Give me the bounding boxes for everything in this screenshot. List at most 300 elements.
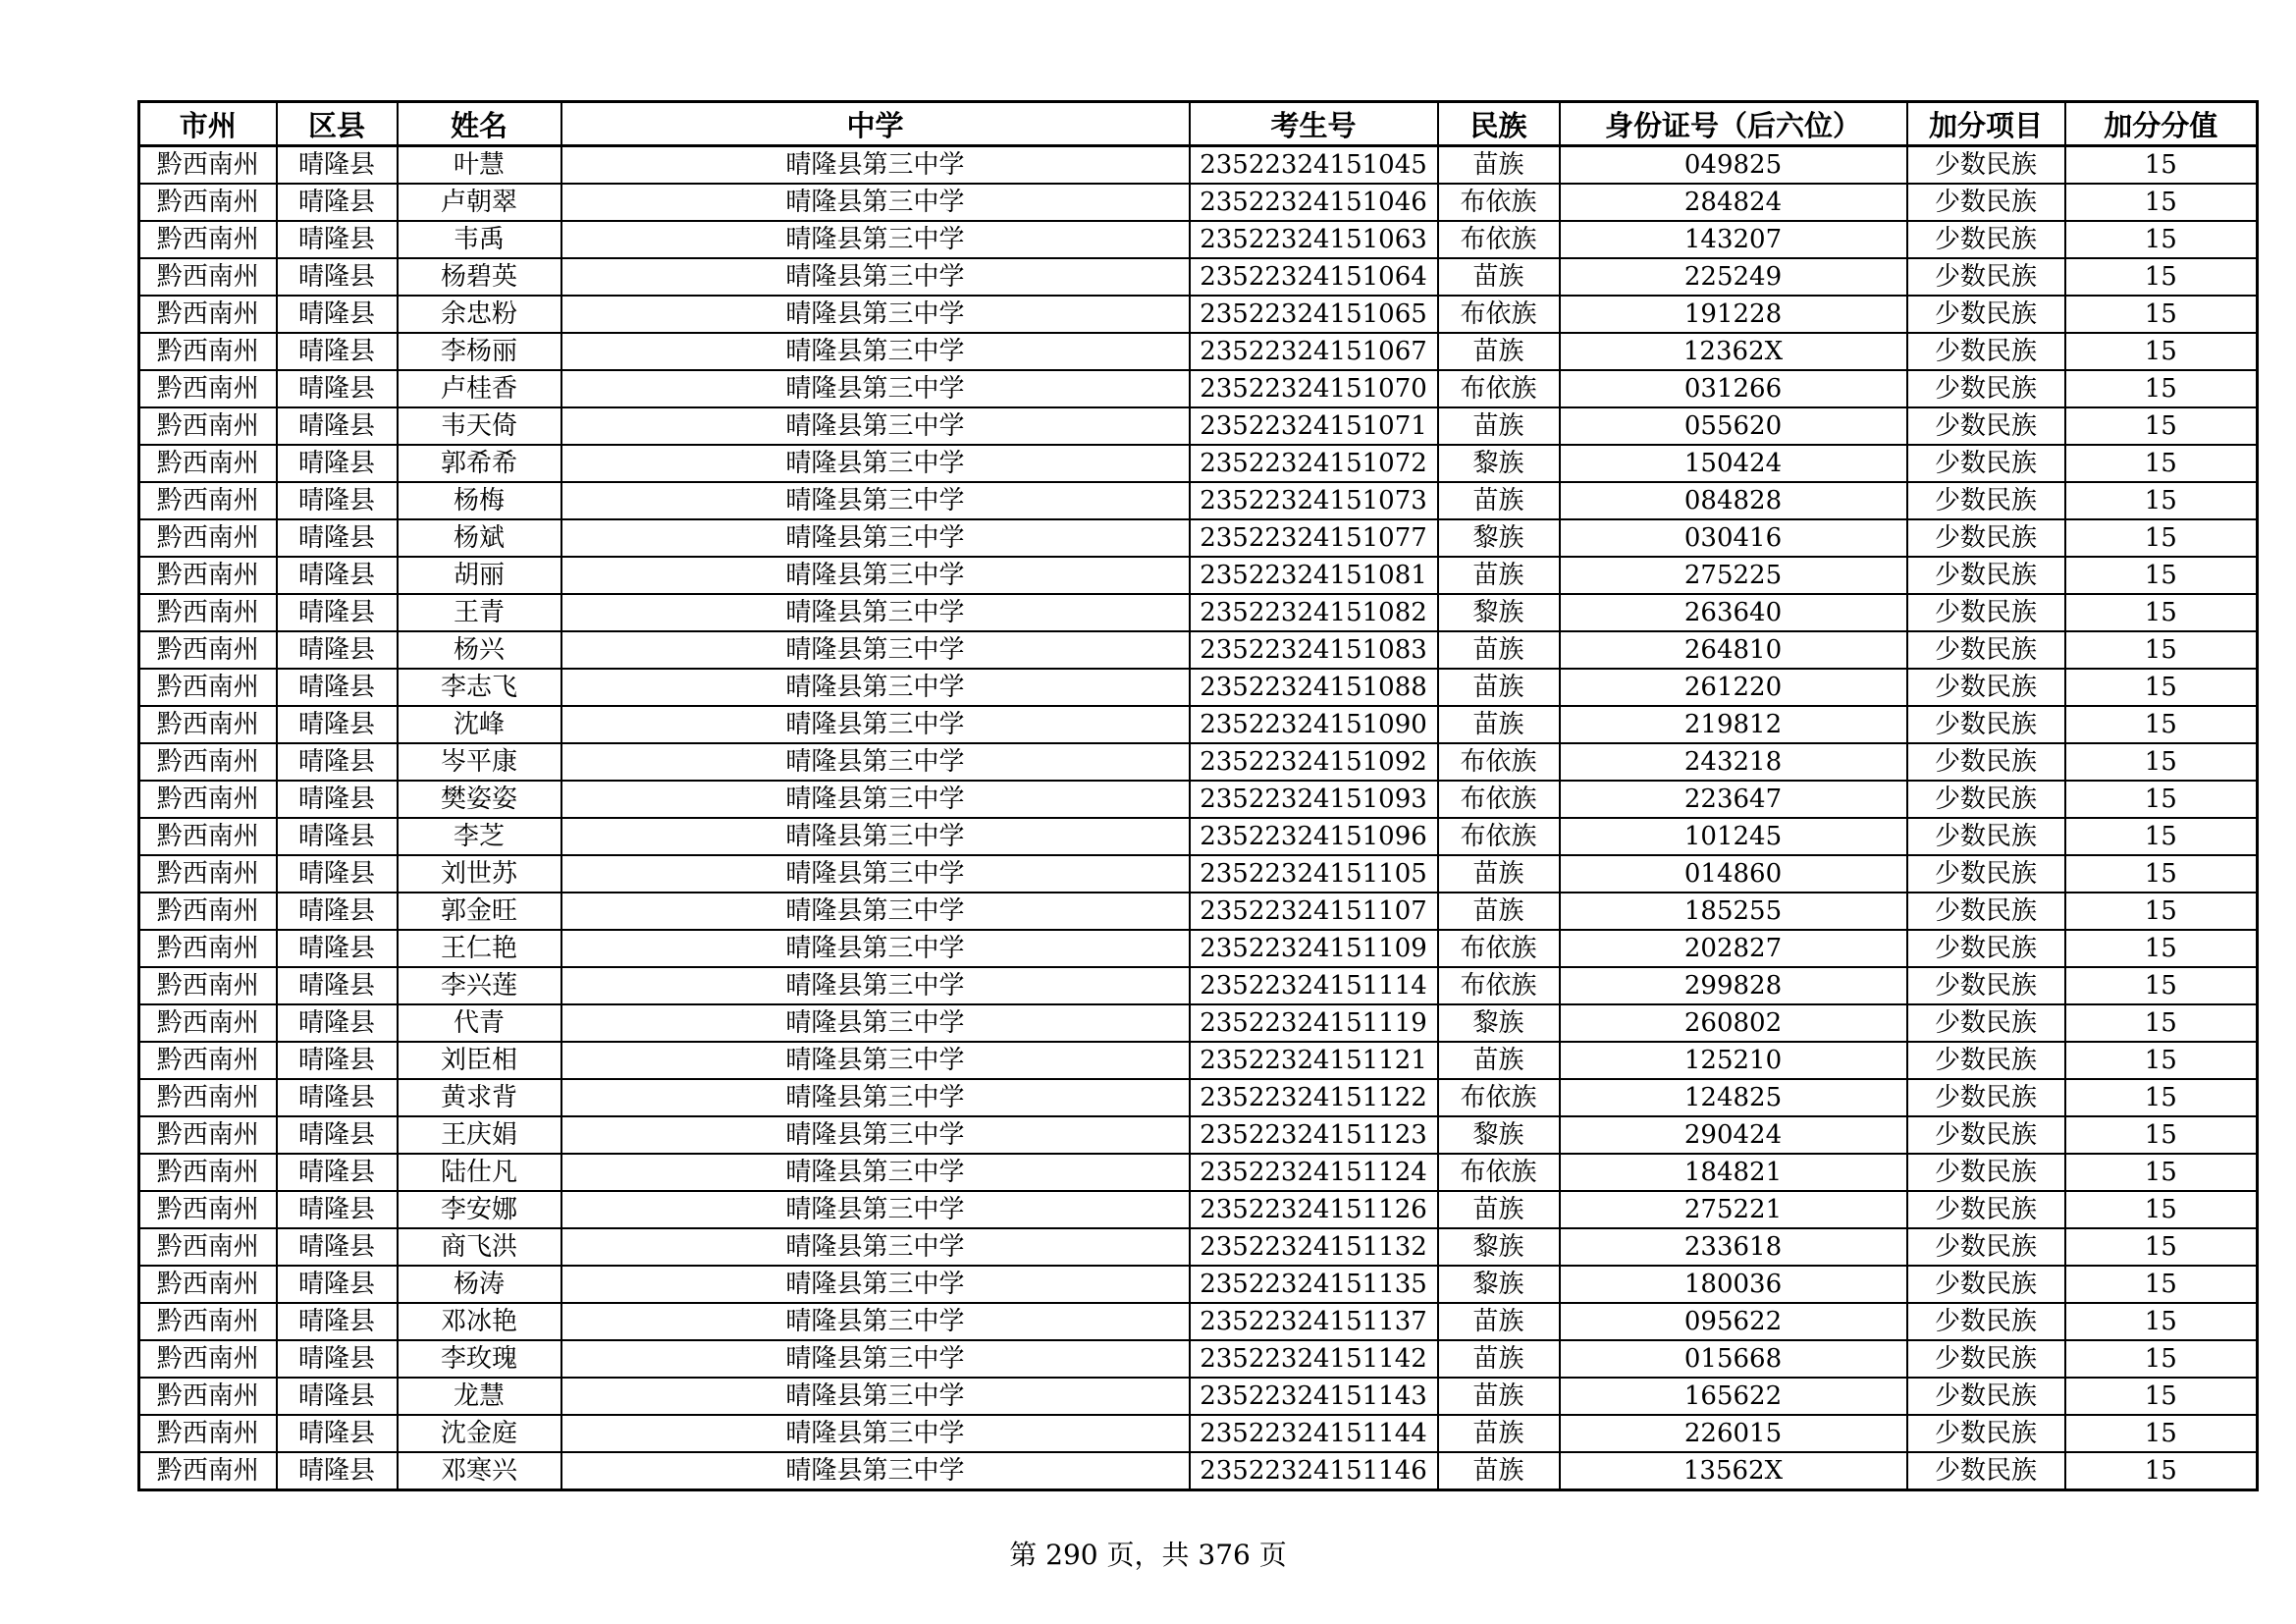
table-cell: 275221	[1560, 1191, 1907, 1228]
table-cell: 290424	[1560, 1116, 1907, 1154]
table-cell: 少数民族	[1907, 743, 2065, 781]
table-cell: 15	[2065, 1452, 2258, 1490]
table-cell: 少数民族	[1907, 482, 2065, 519]
table-cell: 王庆娟	[398, 1116, 561, 1154]
table-cell: 黔西南州	[139, 258, 277, 296]
table-cell: 275225	[1560, 557, 1907, 594]
table-cell: 15	[2065, 221, 2258, 258]
table-cell: 黔西南州	[139, 669, 277, 706]
table-cell: 263640	[1560, 594, 1907, 631]
table-cell: 晴隆县	[277, 184, 398, 221]
table-cell: 晴隆县第三中学	[561, 781, 1190, 818]
table-cell: 150424	[1560, 445, 1907, 482]
table-cell: 黔西南州	[139, 482, 277, 519]
table-cell: 少数民族	[1907, 706, 2065, 743]
table-row	[139, 1303, 2258, 1340]
table-cell: 黔西南州	[139, 1079, 277, 1116]
table-cell: 韦禹	[398, 221, 561, 258]
table-cell: 少数民族	[1907, 967, 2065, 1004]
table-cell: 晴隆县	[277, 706, 398, 743]
table-cell: 卢桂香	[398, 370, 561, 407]
table-row	[139, 445, 2258, 482]
table-cell: 少数民族	[1907, 519, 2065, 557]
table-cell: 23522324151109	[1190, 930, 1438, 967]
table-row	[139, 370, 2258, 407]
table-cell: 少数民族	[1907, 1415, 2065, 1452]
table-row	[139, 1042, 2258, 1079]
table-cell: 少数民族	[1907, 1042, 2065, 1079]
table-cell: 191228	[1560, 296, 1907, 333]
table-row	[139, 1191, 2258, 1228]
table-cell: 015668	[1560, 1340, 1907, 1378]
table-cell: 黔西南州	[139, 1415, 277, 1452]
table-row	[139, 1079, 2258, 1116]
table-cell: 030416	[1560, 519, 1907, 557]
table-cell: 少数民族	[1907, 855, 2065, 893]
table-cell: 23522324151073	[1190, 482, 1438, 519]
table-cell: 15	[2065, 967, 2258, 1004]
table-cell: 185255	[1560, 893, 1907, 930]
table-cell: 少数民族	[1907, 669, 2065, 706]
table-cell: 031266	[1560, 370, 1907, 407]
table-cell: 284824	[1560, 184, 1907, 221]
table-cell: 晴隆县	[277, 781, 398, 818]
table-cell: 226015	[1560, 1415, 1907, 1452]
table-row	[139, 967, 2258, 1004]
table-cell: 黔西南州	[139, 967, 277, 1004]
column-header: 市州	[139, 102, 277, 146]
table-cell: 黔西南州	[139, 1340, 277, 1378]
table-cell: 15	[2065, 1378, 2258, 1415]
table-cell: 晴隆县	[277, 1079, 398, 1116]
column-header: 区县	[277, 102, 398, 146]
table-cell: 樊姿姿	[398, 781, 561, 818]
table-cell: 晴隆县第三中学	[561, 1266, 1190, 1303]
table-cell: 李杨丽	[398, 333, 561, 370]
table-cell: 苗族	[1438, 1340, 1560, 1378]
table-cell: 晴隆县	[277, 146, 398, 185]
table-cell: 苗族	[1438, 407, 1560, 445]
table-cell: 叶慧	[398, 146, 561, 185]
table-cell: 李兴莲	[398, 967, 561, 1004]
table-cell: 晴隆县第三中学	[561, 893, 1190, 930]
table-cell: 晴隆县第三中学	[561, 1452, 1190, 1490]
table-cell: 李玫瑰	[398, 1340, 561, 1378]
table-cell: 095622	[1560, 1303, 1907, 1340]
table-cell: 23522324151072	[1190, 445, 1438, 482]
table-cell: 少数民族	[1907, 1191, 2065, 1228]
table-cell: 黔西南州	[139, 146, 277, 185]
table-cell: 少数民族	[1907, 930, 2065, 967]
table-cell: 代青	[398, 1004, 561, 1042]
table-cell: 晴隆县第三中学	[561, 1303, 1190, 1340]
table-cell: 少数民族	[1907, 1340, 2065, 1378]
table-row	[139, 1452, 2258, 1490]
table-cell: 晴隆县	[277, 296, 398, 333]
table-cell: 13562X	[1560, 1452, 1907, 1490]
table-cell: 黎族	[1438, 445, 1560, 482]
table-cell: 晴隆县第三中学	[561, 146, 1190, 185]
table-cell: 23522324151082	[1190, 594, 1438, 631]
column-header: 身份证号（后六位）	[1560, 102, 1907, 146]
table-row	[139, 631, 2258, 669]
table-row	[139, 1266, 2258, 1303]
table-cell: 15	[2065, 1340, 2258, 1378]
table-cell: 15	[2065, 1079, 2258, 1116]
table-cell: 黔西南州	[139, 519, 277, 557]
table-cell: 233618	[1560, 1228, 1907, 1266]
table-row	[139, 258, 2258, 296]
table-cell: 晴隆县	[277, 1266, 398, 1303]
table-cell: 15	[2065, 893, 2258, 930]
table-cell: 黔西南州	[139, 557, 277, 594]
table-cell: 23522324151123	[1190, 1116, 1438, 1154]
table-cell: 刘世苏	[398, 855, 561, 893]
table-cell: 布依族	[1438, 296, 1560, 333]
table-cell: 邓冰艳	[398, 1303, 561, 1340]
table-cell: 23522324151146	[1190, 1452, 1438, 1490]
table-row	[139, 1378, 2258, 1415]
table-cell: 黎族	[1438, 519, 1560, 557]
table-cell: 黔西南州	[139, 594, 277, 631]
table-cell: 15	[2065, 669, 2258, 706]
table-cell: 杨斌	[398, 519, 561, 557]
table-cell: 黔西南州	[139, 743, 277, 781]
table-cell: 黎族	[1438, 594, 1560, 631]
table-cell: 黎族	[1438, 1004, 1560, 1042]
table-row	[139, 669, 2258, 706]
table-cell: 晴隆县第三中学	[561, 1042, 1190, 1079]
table-cell: 晴隆县	[277, 1154, 398, 1191]
table-cell: 少数民族	[1907, 221, 2065, 258]
table-cell: 23522324151105	[1190, 855, 1438, 893]
table-cell: 晴隆县	[277, 930, 398, 967]
table-cell: 少数民族	[1907, 594, 2065, 631]
table-cell: 黔西南州	[139, 1228, 277, 1266]
table-row	[139, 184, 2258, 221]
table-row	[139, 743, 2258, 781]
table-cell: 049825	[1560, 146, 1907, 185]
table-cell: 黎族	[1438, 1266, 1560, 1303]
table-cell: 苗族	[1438, 631, 1560, 669]
table-cell: 黎族	[1438, 1228, 1560, 1266]
table-row	[139, 1116, 2258, 1154]
table-cell: 黔西南州	[139, 445, 277, 482]
table-cell: 23522324151126	[1190, 1191, 1438, 1228]
table-cell: 苗族	[1438, 1452, 1560, 1490]
table-row	[139, 557, 2258, 594]
column-header: 民族	[1438, 102, 1560, 146]
table-cell: 苗族	[1438, 258, 1560, 296]
table-cell: 晴隆县第三中学	[561, 482, 1190, 519]
table-cell: 晴隆县	[277, 669, 398, 706]
table-cell: 韦天倚	[398, 407, 561, 445]
table-cell: 黔西南州	[139, 184, 277, 221]
table-cell: 刘臣相	[398, 1042, 561, 1079]
table-cell: 23522324151046	[1190, 184, 1438, 221]
table-cell: 王青	[398, 594, 561, 631]
table-cell: 李芝	[398, 818, 561, 855]
table-cell: 黔西南州	[139, 333, 277, 370]
table-cell: 黔西南州	[139, 221, 277, 258]
table-cell: 晴隆县	[277, 519, 398, 557]
table-cell: 晴隆县	[277, 370, 398, 407]
table-cell: 少数民族	[1907, 407, 2065, 445]
table-cell: 23522324151090	[1190, 706, 1438, 743]
table-row	[139, 221, 2258, 258]
table-cell: 商飞洪	[398, 1228, 561, 1266]
table-cell: 少数民族	[1907, 1228, 2065, 1266]
table-cell: 苗族	[1438, 1191, 1560, 1228]
table-cell: 15	[2065, 1228, 2258, 1266]
table-cell: 12362X	[1560, 333, 1907, 370]
table-cell: 15	[2065, 1116, 2258, 1154]
table-cell: 晴隆县第三中学	[561, 296, 1190, 333]
table-cell: 261220	[1560, 669, 1907, 706]
table-cell: 23522324151121	[1190, 1042, 1438, 1079]
table-cell: 晴隆县第三中学	[561, 1415, 1190, 1452]
column-header: 中学	[561, 102, 1190, 146]
table-cell: 胡丽	[398, 557, 561, 594]
table-cell: 龙慧	[398, 1378, 561, 1415]
table-cell: 15	[2065, 1154, 2258, 1191]
table-cell: 晴隆县	[277, 1415, 398, 1452]
table-cell: 23522324151122	[1190, 1079, 1438, 1116]
table-cell: 晴隆县第三中学	[561, 818, 1190, 855]
table-cell: 晴隆县	[277, 221, 398, 258]
table-cell: 晴隆县第三中学	[561, 519, 1190, 557]
table-cell: 晴隆县第三中学	[561, 631, 1190, 669]
table-row	[139, 407, 2258, 445]
table-cell: 15	[2065, 445, 2258, 482]
table-cell: 219812	[1560, 706, 1907, 743]
table-cell: 晴隆县	[277, 482, 398, 519]
table-row	[139, 1415, 2258, 1452]
table-row	[139, 818, 2258, 855]
table-cell: 23522324151114	[1190, 967, 1438, 1004]
table-cell: 15	[2065, 296, 2258, 333]
table-cell: 124825	[1560, 1079, 1907, 1116]
table-cell: 晴隆县第三中学	[561, 258, 1190, 296]
table-cell: 布依族	[1438, 370, 1560, 407]
table-cell: 少数民族	[1907, 557, 2065, 594]
table-row	[139, 706, 2258, 743]
table-cell: 布依族	[1438, 1154, 1560, 1191]
table-cell: 少数民族	[1907, 146, 2065, 185]
table-row	[139, 855, 2258, 893]
table-cell: 黔西南州	[139, 1452, 277, 1490]
table-cell: 郭金旺	[398, 893, 561, 930]
table-cell: 15	[2065, 370, 2258, 407]
table-row	[139, 519, 2258, 557]
table-cell: 黔西南州	[139, 1191, 277, 1228]
table-cell: 晴隆县第三中学	[561, 594, 1190, 631]
table-cell: 黔西南州	[139, 1154, 277, 1191]
table-cell: 少数民族	[1907, 258, 2065, 296]
table-row	[139, 146, 2258, 185]
table-cell: 余忠粉	[398, 296, 561, 333]
table-row	[139, 333, 2258, 370]
table-cell: 黔西南州	[139, 407, 277, 445]
table-cell: 15	[2065, 1042, 2258, 1079]
table-cell: 黔西南州	[139, 1042, 277, 1079]
table-cell: 184821	[1560, 1154, 1907, 1191]
table-row	[139, 781, 2258, 818]
table-cell: 15	[2065, 184, 2258, 221]
table-cell: 少数民族	[1907, 631, 2065, 669]
table-cell: 15	[2065, 1415, 2258, 1452]
table-cell: 布依族	[1438, 930, 1560, 967]
table-cell: 少数民族	[1907, 1452, 2065, 1490]
table-cell: 晴隆县第三中学	[561, 669, 1190, 706]
table-cell: 260802	[1560, 1004, 1907, 1042]
column-header: 考生号	[1190, 102, 1438, 146]
table-cell: 晴隆县第三中学	[561, 1004, 1190, 1042]
table-cell: 晴隆县第三中学	[561, 1378, 1190, 1415]
table-cell: 杨兴	[398, 631, 561, 669]
table-cell: 15	[2065, 631, 2258, 669]
column-header: 姓名	[398, 102, 561, 146]
table-cell: 15	[2065, 930, 2258, 967]
table-cell: 沈峰	[398, 706, 561, 743]
table-cell: 23522324151064	[1190, 258, 1438, 296]
table-cell: 202827	[1560, 930, 1907, 967]
table-cell: 杨涛	[398, 1266, 561, 1303]
table-cell: 少数民族	[1907, 1378, 2065, 1415]
table-cell: 243218	[1560, 743, 1907, 781]
table-cell: 少数民族	[1907, 1004, 2065, 1042]
table-cell: 黔西南州	[139, 296, 277, 333]
table-cell: 晴隆县第三中学	[561, 967, 1190, 1004]
table-cell: 晴隆县第三中学	[561, 333, 1190, 370]
table-cell: 晴隆县	[277, 1228, 398, 1266]
table-cell: 15	[2065, 333, 2258, 370]
table-cell: 苗族	[1438, 855, 1560, 893]
table-cell: 晴隆县第三中学	[561, 1228, 1190, 1266]
table-cell: 125210	[1560, 1042, 1907, 1079]
table-row	[139, 1154, 2258, 1191]
table-cell: 苗族	[1438, 706, 1560, 743]
table-cell: 郭希希	[398, 445, 561, 482]
table-cell: 23522324151067	[1190, 333, 1438, 370]
table-cell: 少数民族	[1907, 184, 2065, 221]
table-cell: 晴隆县第三中学	[561, 557, 1190, 594]
table-cell: 晴隆县第三中学	[561, 706, 1190, 743]
table-cell: 晴隆县第三中学	[561, 370, 1190, 407]
table-cell: 165622	[1560, 1378, 1907, 1415]
table-cell: 23522324151065	[1190, 296, 1438, 333]
table-cell: 15	[2065, 743, 2258, 781]
table-cell: 晴隆县	[277, 855, 398, 893]
table-cell: 晴隆县	[277, 557, 398, 594]
table-cell: 布依族	[1438, 1079, 1560, 1116]
table-cell: 晴隆县	[277, 1303, 398, 1340]
table-cell: 15	[2065, 594, 2258, 631]
table-body	[139, 146, 2258, 1490]
table-row	[139, 594, 2258, 631]
table-cell: 邓寒兴	[398, 1452, 561, 1490]
table-cell: 少数民族	[1907, 1079, 2065, 1116]
table-cell: 黔西南州	[139, 1116, 277, 1154]
table-cell: 黔西南州	[139, 930, 277, 967]
table-cell: 晴隆县第三中学	[561, 1116, 1190, 1154]
table-cell: 苗族	[1438, 1303, 1560, 1340]
table-row	[139, 893, 2258, 930]
table-cell: 143207	[1560, 221, 1907, 258]
table-cell: 晴隆县	[277, 631, 398, 669]
table-cell: 布依族	[1438, 743, 1560, 781]
table-cell: 084828	[1560, 482, 1907, 519]
table-cell: 晴隆县	[277, 594, 398, 631]
table-cell: 少数民族	[1907, 1303, 2065, 1340]
table-cell: 299828	[1560, 967, 1907, 1004]
table-cell: 苗族	[1438, 146, 1560, 185]
table-cell: 15	[2065, 146, 2258, 185]
table-cell: 少数民族	[1907, 296, 2065, 333]
table-cell: 布依族	[1438, 818, 1560, 855]
table-cell: 王仁艳	[398, 930, 561, 967]
table-cell: 布依族	[1438, 781, 1560, 818]
table-cell: 晴隆县	[277, 333, 398, 370]
table-cell: 卢朝翠	[398, 184, 561, 221]
table-cell: 055620	[1560, 407, 1907, 445]
table-cell: 晴隆县	[277, 1191, 398, 1228]
table-cell: 少数民族	[1907, 1266, 2065, 1303]
table-cell: 苗族	[1438, 333, 1560, 370]
table-cell: 少数民族	[1907, 333, 2065, 370]
table-cell: 少数民族	[1907, 1154, 2065, 1191]
table-cell: 少数民族	[1907, 1116, 2065, 1154]
table-cell: 晴隆县	[277, 1042, 398, 1079]
table-cell: 晴隆县	[277, 445, 398, 482]
table-cell: 晴隆县	[277, 1452, 398, 1490]
table-cell: 晴隆县	[277, 893, 398, 930]
table-cell: 23522324151045	[1190, 146, 1438, 185]
table-row	[139, 1004, 2258, 1042]
table-cell: 少数民族	[1907, 893, 2065, 930]
table-cell: 晴隆县第三中学	[561, 407, 1190, 445]
table-cell: 15	[2065, 706, 2258, 743]
table-cell: 23522324151132	[1190, 1228, 1438, 1266]
table-cell: 23522324151144	[1190, 1415, 1438, 1452]
table-cell: 23522324151096	[1190, 818, 1438, 855]
table-cell: 15	[2065, 1303, 2258, 1340]
table-cell: 225249	[1560, 258, 1907, 296]
table-cell: 晴隆县第三中学	[561, 930, 1190, 967]
table-cell: 晴隆县第三中学	[561, 1340, 1190, 1378]
table-cell: 晴隆县第三中学	[561, 1079, 1190, 1116]
table-cell: 沈金庭	[398, 1415, 561, 1452]
table-cell: 23522324151137	[1190, 1303, 1438, 1340]
table-cell: 23522324151081	[1190, 557, 1438, 594]
table-cell: 黄求背	[398, 1079, 561, 1116]
table-header-row	[139, 102, 2258, 146]
table-cell: 李志飞	[398, 669, 561, 706]
table-cell: 晴隆县	[277, 1116, 398, 1154]
table-cell: 晴隆县	[277, 258, 398, 296]
table-cell: 101245	[1560, 818, 1907, 855]
table-cell: 黔西南州	[139, 1266, 277, 1303]
table-cell: 晴隆县	[277, 1378, 398, 1415]
table-cell: 岑平康	[398, 743, 561, 781]
table-cell: 黔西南州	[139, 370, 277, 407]
table-cell: 杨碧英	[398, 258, 561, 296]
table-cell: 15	[2065, 1191, 2258, 1228]
table-cell: 黔西南州	[139, 1004, 277, 1042]
table-cell: 15	[2065, 519, 2258, 557]
table-cell: 少数民族	[1907, 818, 2065, 855]
table-row	[139, 482, 2258, 519]
